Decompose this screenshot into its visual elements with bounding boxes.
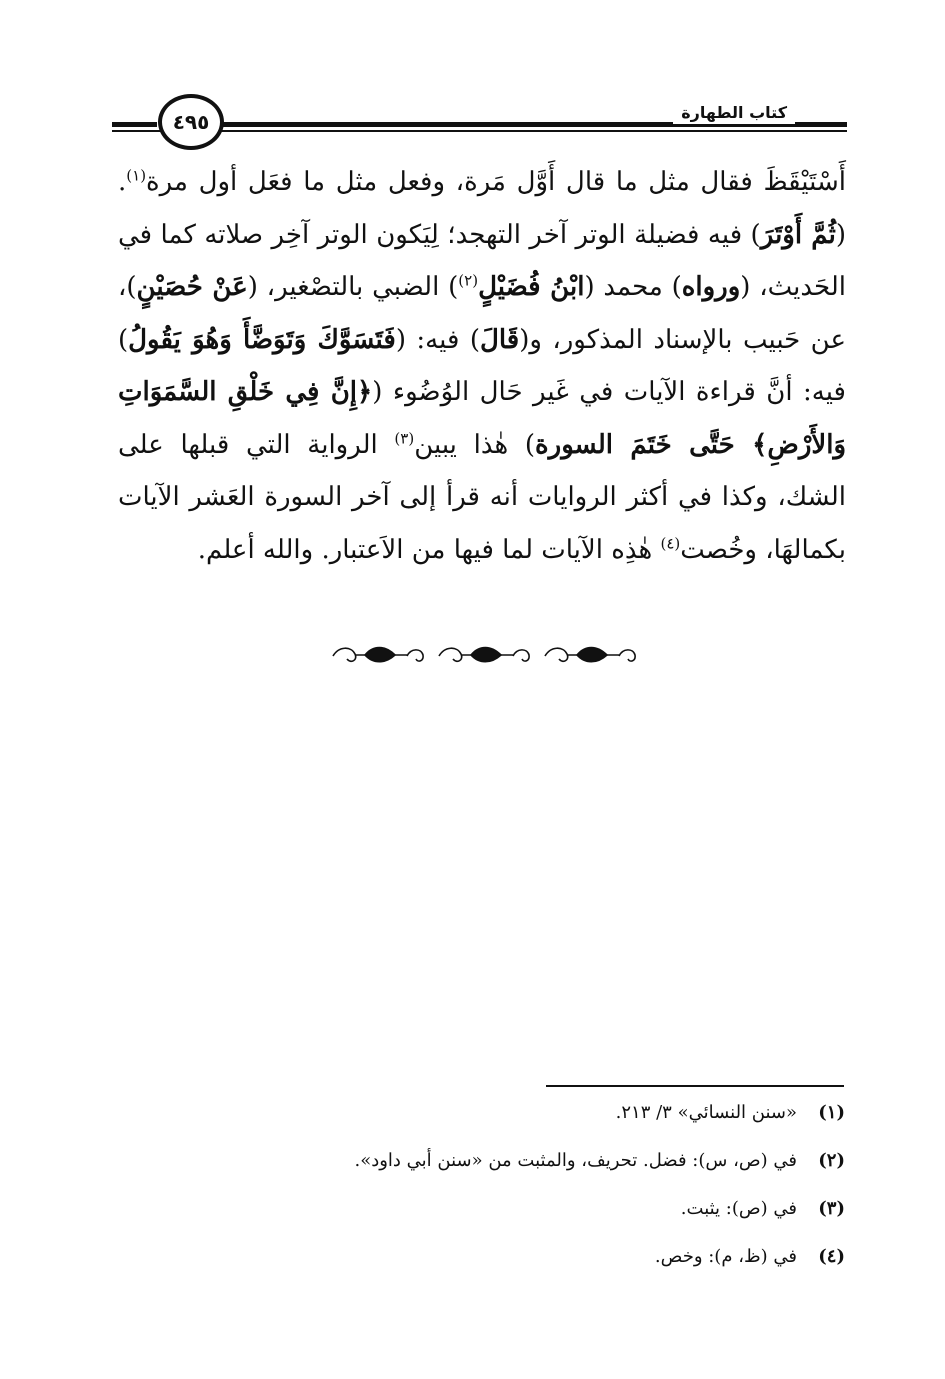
text-run: هٰذِه الآيات لما فيها من الاَعتبار. والله أعلم. [197,534,661,565]
ornament-unit [439,648,529,662]
footnote-number: (٣) [818,1198,845,1219]
text-run: ) هٰذا يبين [414,429,536,460]
footnote-item [145,1146,845,1194]
book-title: كتاب الطهارة [673,102,795,124]
footnote-number: (٤) [818,1246,845,1267]
footnote-item [145,1194,845,1242]
quoted-hadith: ثُمَّ أَوْتَرَ [760,219,836,250]
ornament-unit [545,648,635,662]
footnote-ref-4[interactable]: (٤) [660,533,681,552]
footnote-ref-3[interactable]: (٣) [394,428,415,447]
footnote-text: في (ظ، م): وخص. [654,1246,797,1267]
text-run: أَسْتَيْقَظَ فقال مثل ما قال أَوَّل مَرة، وفعل مثل ما فعَل أول مرة [146,167,846,197]
quoted-hadith: ورواه [681,272,741,302]
footnote-text: في (ص): يثبت. [680,1198,797,1219]
text-run: ) محمد ( [584,272,682,302]
ornament-unit [333,648,423,662]
footnote-item [145,1242,845,1290]
text-run: )، عن حَبيب بالإسناد المذكور، و( [118,272,846,355]
quoted-hadith: قَالَ [479,324,520,355]
footnote-number: (١) [818,1102,845,1123]
main-text [118,156,846,576]
footnote-ref-1[interactable]: (١) [126,166,147,185]
footnote-item [145,1098,845,1146]
footnote-ref-2[interactable]: (٢) [458,271,479,290]
header-rule-thick-left [112,122,157,127]
section-ornament [325,640,640,670]
text-run: . ( [118,167,847,250]
quoted-verse: ﴿إِنَّ فِي خَلْقِ السَّمَوَاتِ وَالأَرْضِ﴾ حَتَّى خَتَمَ السورة [118,377,847,460]
footnote-text: في (ص، س): فضل. تحريف، والمثبت من «سنن أبي داود». [354,1150,797,1171]
footnote-separator [546,1085,844,1087]
text-run: ) فيه: أنَّ قراءة الآيات في غَير حَال الوُضُوء ( [118,324,846,407]
quoted-hadith: فَتَسَوَّكَ وَتَوَضَّأَ وَهُوَ يَقُولُ [128,324,396,355]
quoted-hadith: ابْنُ فُضَيْلٍ [478,272,585,302]
footnote-text: «سنن النسائي» ٣/ ٢١٣. [615,1102,797,1123]
footnotes [145,1098,845,1290]
quoted-hadith: عَنْ حُصَيْنٍ [136,272,248,302]
running-header [112,92,847,156]
text-run: الرواية التي قبلها على الشك، وكذا في أكثر الروايات أنه قرأ إلى آخر السورة العَشر الآيات بكمالهَا، وخُصت [118,429,846,565]
text-run: ) فيه فضيلة الوتر آخر التهجد؛ لِيَكون الوتر آخِر صلاته كما في الحَديث، ( [118,219,846,302]
page-number: ٤٩٥ [158,94,224,150]
footnote-number: (٢) [818,1150,845,1171]
text-run: ) الضبي بالتصْغير، ( [247,272,459,302]
text-run: ) فيه: ( [395,324,480,355]
